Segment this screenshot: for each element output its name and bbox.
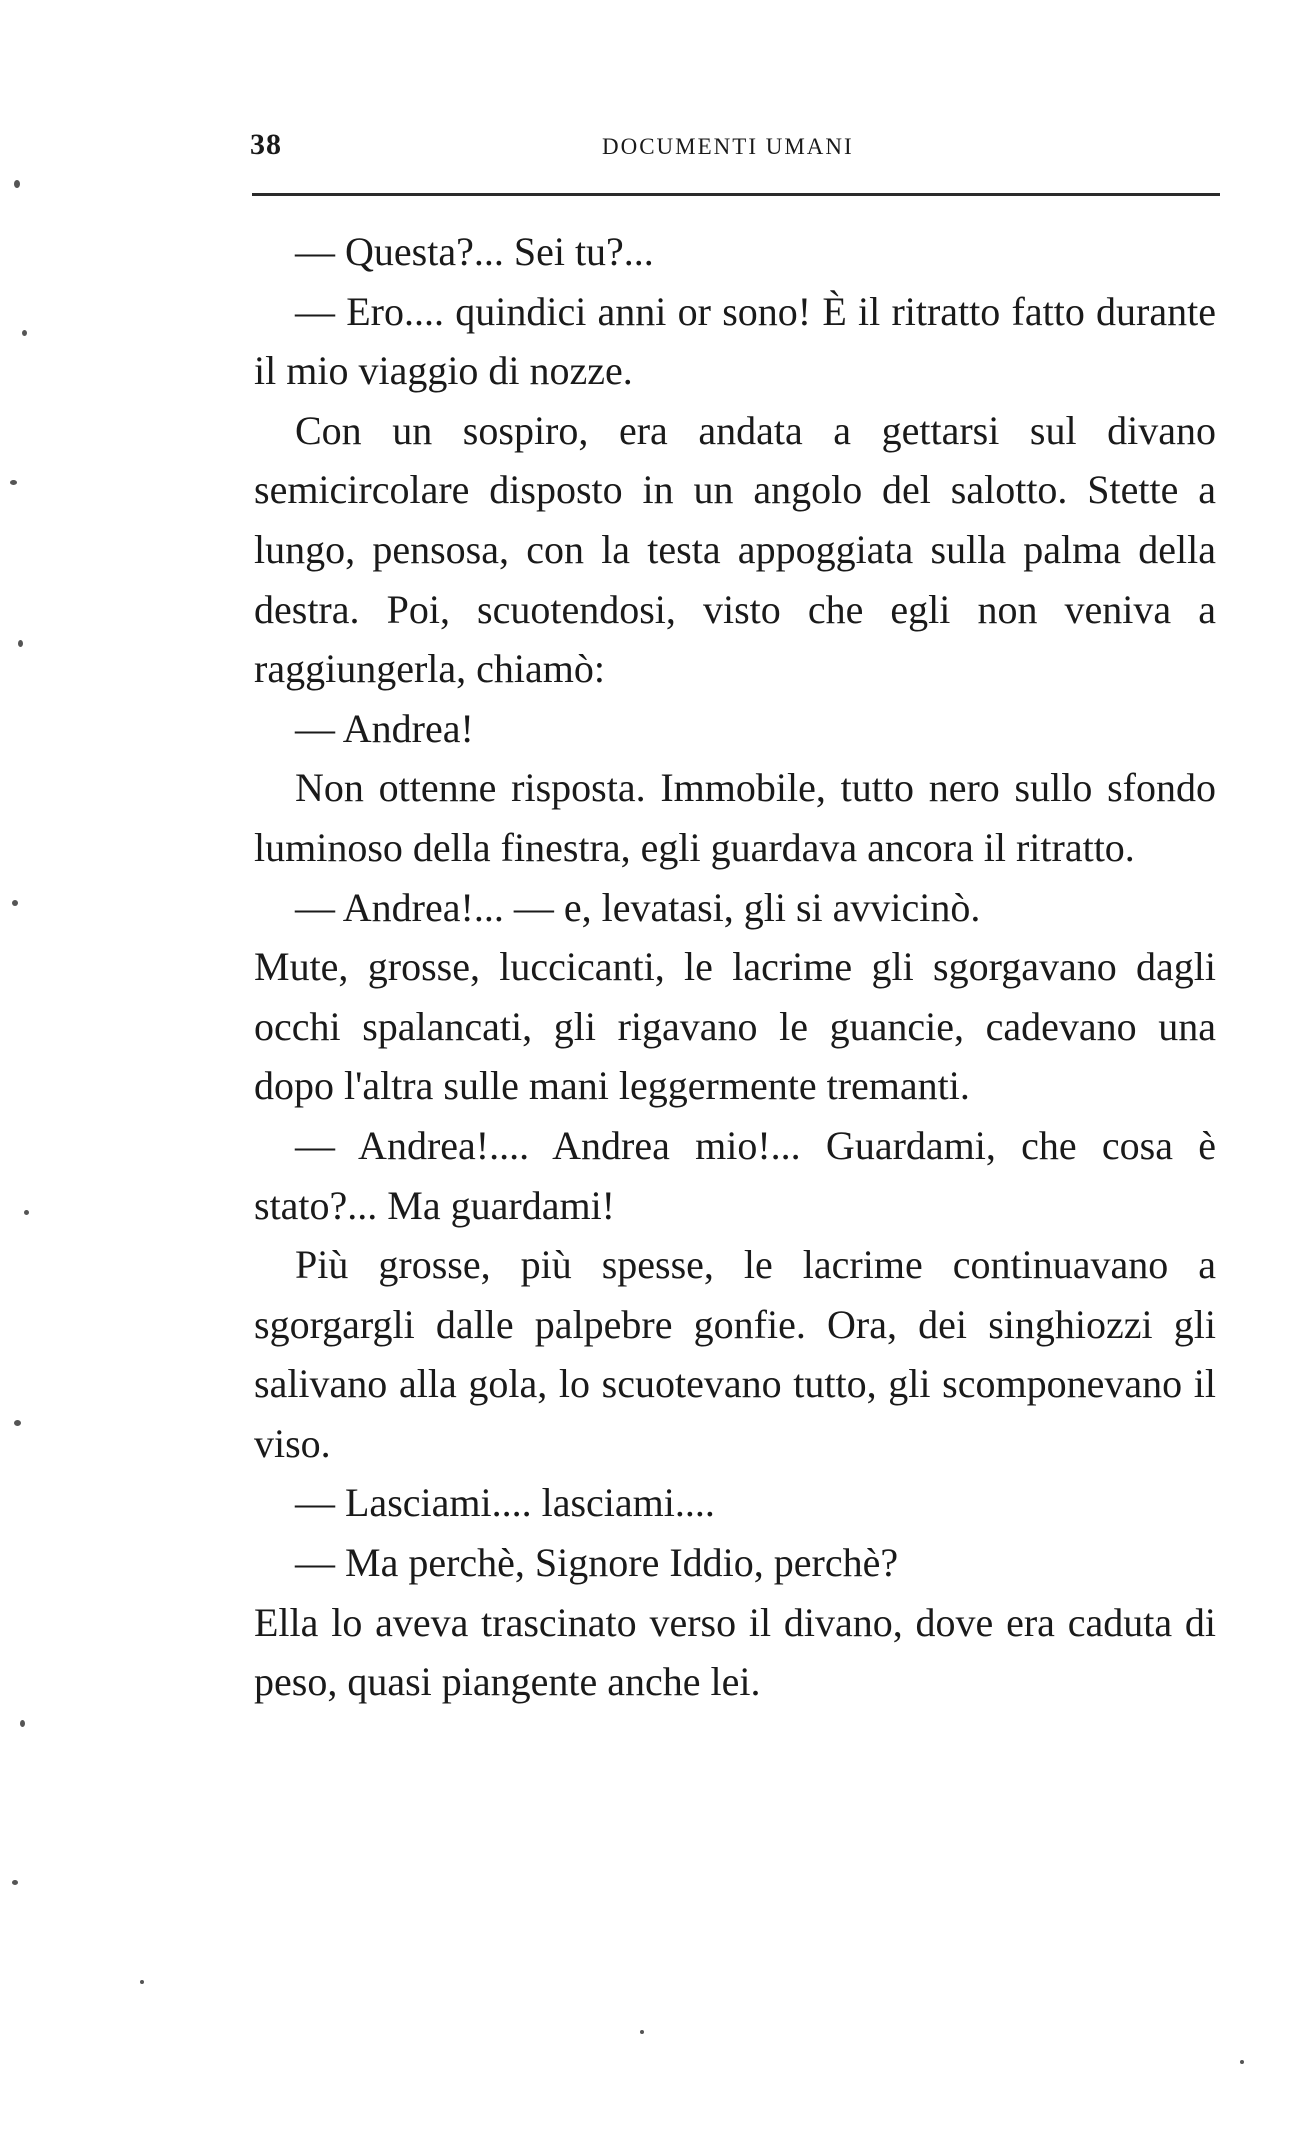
paragraph: Mute, grosse, luccicanti, le lacrime gli sgorgavano dagli occhi spalancati, gli rigavano le guancie, cadevano una dopo l'altra sulle mani leggermente tremanti. bbox=[254, 944, 1216, 1109]
paragraph: — Ma perchè, Signore Iddio, perchè? bbox=[295, 1540, 899, 1586]
paragraph: Più grosse, più spesse, le lacrime continuavano a sgorgargli dalle palpebre gonfie. Ora, dei singhiozzi gli salivano alla gola, lo scuotevano tutto, gli scomponevano il viso. bbox=[254, 1242, 1216, 1466]
paragraph: — Andrea! bbox=[295, 705, 474, 751]
scan-speck bbox=[18, 640, 23, 647]
body-text bbox=[254, 222, 1216, 1712]
paragraph: Ella lo aveva trascinato verso il divano, dove era caduta di peso, quasi piangente anche lei. bbox=[254, 1599, 1216, 1705]
header-rule bbox=[252, 193, 1220, 196]
page-number: 38 bbox=[250, 128, 282, 161]
scan-speck bbox=[14, 180, 20, 188]
scan-speck bbox=[12, 1880, 18, 1885]
scan-speck bbox=[640, 2030, 644, 2034]
scan-speck bbox=[14, 1420, 21, 1426]
scan-speck bbox=[22, 330, 27, 336]
scan-speck bbox=[1240, 2060, 1244, 2064]
paragraph: Non ottenne risposta. Immobile, tutto nero sullo sfondo luminoso della finestra, egli guardava ancora il ritratto. bbox=[254, 765, 1216, 870]
scan-speck bbox=[12, 900, 18, 906]
paragraph: — Questa?... Sei tu?... bbox=[295, 229, 654, 274]
paragraph: — Ero.... quindici anni or sono! È il ritratto fatto durante il mio viaggio di nozze. bbox=[254, 288, 1216, 394]
scan-speck bbox=[24, 1210, 29, 1215]
paragraph: — Lasciami.... lasciami.... bbox=[295, 1480, 715, 1526]
scan-speck bbox=[10, 480, 17, 485]
paragraph: Con un sospiro, era andata a gettarsi sul divano semicircolare disposto in un angolo del salotto. Stette a lungo, pensosa, con la testa appoggiata sulla palma della destra. Poi, scuotendosi, visto che egli non veniva a raggiungerla, chiamò: bbox=[254, 407, 1216, 692]
page-header bbox=[250, 118, 1220, 178]
paragraph: — Andrea!... — e, levatasi, gli si avvicinò. bbox=[295, 884, 981, 930]
scan-speck bbox=[20, 1720, 25, 1727]
paragraph: — Andrea!.... Andrea mio!... Guardami, che cosa è stato?... Ma guardami! bbox=[254, 1122, 1216, 1228]
running-title: DOCUMENTI UMANI bbox=[602, 134, 854, 159]
scan-speck bbox=[140, 1980, 144, 1984]
